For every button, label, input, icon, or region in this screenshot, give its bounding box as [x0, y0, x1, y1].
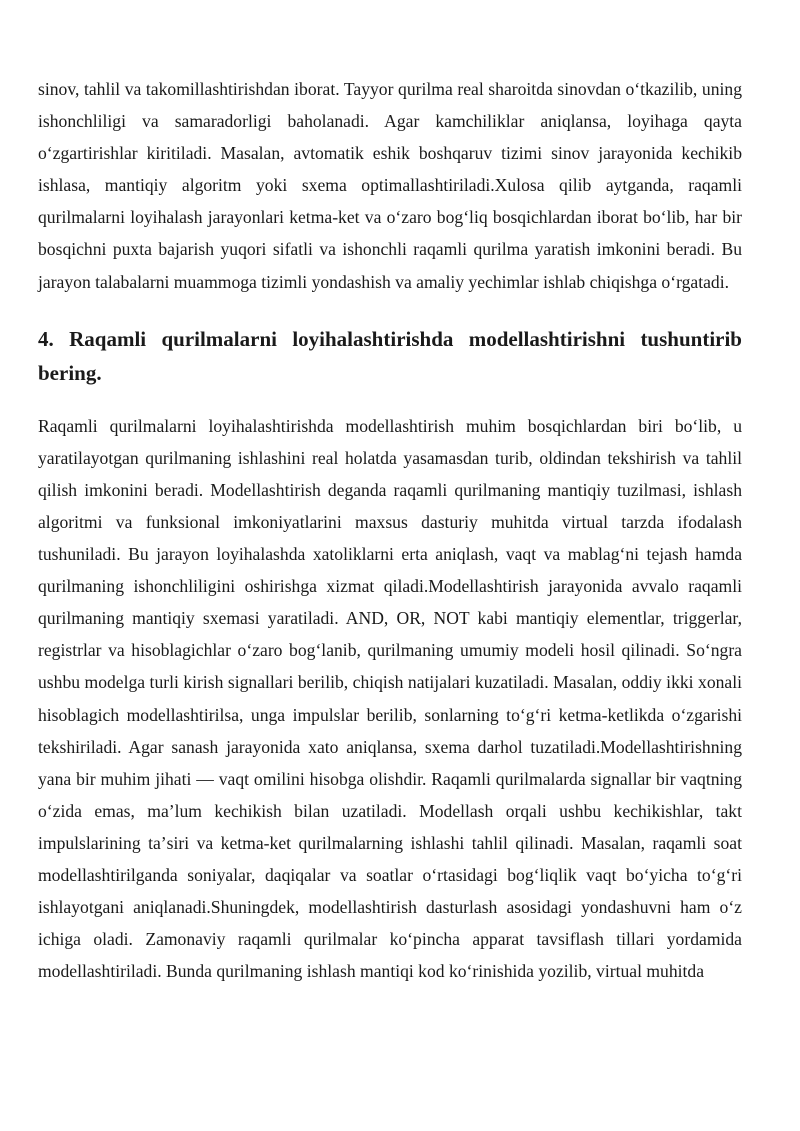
- section-heading: 4. Raqamli qurilmalarni loyihalashtirishda modellashtirishni tushuntirib bering.: [38, 326, 742, 385]
- paragraph-body: Raqamli qurilmalarni loyihalashtirishda modellashtirish muhim bosqichlardan biri boʻlib, u yaratilayotgan qurilmaning ishlashini real holatda yasamasdan turib, oldindan tekshirish va tahlil qilish imkonini beradi. Modellashtirish deganda raqamli qurilmaning mantiqiy tuzilmasi, ishlash algoritmi va funksional imkoniyatlarini maxsus dasturiy muhitda virtual tarzda ifodalash tushuniladi. Bu jarayon loyihalashda xatoliklarni erta aniqlash, vaqt va mablagʻni tejash hamda qurilmaning ishonchliligini oshirishga xizmat qiladi.Modellashtirish jarayonida avvalo raqamli qurilmaning mantiqiy sxemasi yaratiladi. AND, OR, NOT kabi mantiqiy elementlar, triggerlar, registrlar va hisoblagichlar oʻzaro bogʻlanib, qurilmaning umumiy modeli hosil qilinadi. Soʻngra ushbu modelga turli kirish signallari berilib, chiqish natijalari kuzatiladi. Masalan, oddiy ikki xonali hisoblagich modellashtirilsa, unga impulslar berilib, sonlarning toʻgʻri ketma-ketlikda oʻzgarishi tekshiriladi. Agar sanash jarayonida xato aniqlansa, sxema darhol tuzatiladi.Modellashtirishning yana bir muhim jihati — vaqt omilini hisobga olishdir. Raqamli qurilmalarda signallar bir vaqtning oʻzida emas, maʼlum kechikish bilan uzatiladi. Modellash orqali ushbu kechikishlar, takt impulslarining taʼsiri va ketma-ket qurilmalarning ishlashi tahlil qilinadi. Masalan, raqamli soat modellashtirilganda soniyalar, daqiqalar va soatlar oʻrtasidagi bogʻliqlik vaqt boʻyicha toʻgʻri ishlayotgani aniqlanadi.Shuningdek, modellashtirish dasturlash asosidagi yondashuvni ham oʻz ichiga oladi. Zamonaviy raqamli qurilmalar koʻpincha apparat tavsiflash tillari yordamida modellashtiriladi. Bunda qurilmaning ishlash mantiqi kod koʻrinishida yozilib, virtual muhitda: [38, 415, 742, 982]
- paragraph-continuation: sinov, tahlil va takomillashtirishdan iborat. Tayyor qurilma real sharoitda sinovdan oʻtkazilib, uning ishonchliligi va samaradorligi baholanadi. Agar kamchiliklar aniqlansa, loyihaga qayta oʻzgartirishlar kiritiladi. Masalan, avtomatik eshik boshqaruv tizimi sinov jarayonida kechikib ishlasa, mantiqiy algoritm yoki sxema optimallashtiriladi.Xulosa qilib aytganda, raqamli qurilmalarni loyihalash jarayonlari ketma-ket va oʻzaro bogʻliq bosqichlardan iborat boʻlib, har bir bosqichni puxta bajarish yuqori sifatli va ishonchli raqamli qurilma yaratish imkonini beradi. Bu jarayon talabalarni muammoga tizimli yondashish va amaliy yechimlar ishlab chiqishga oʻrgatadi.: [38, 79, 742, 292]
- document-page: [38, 73, 742, 987]
